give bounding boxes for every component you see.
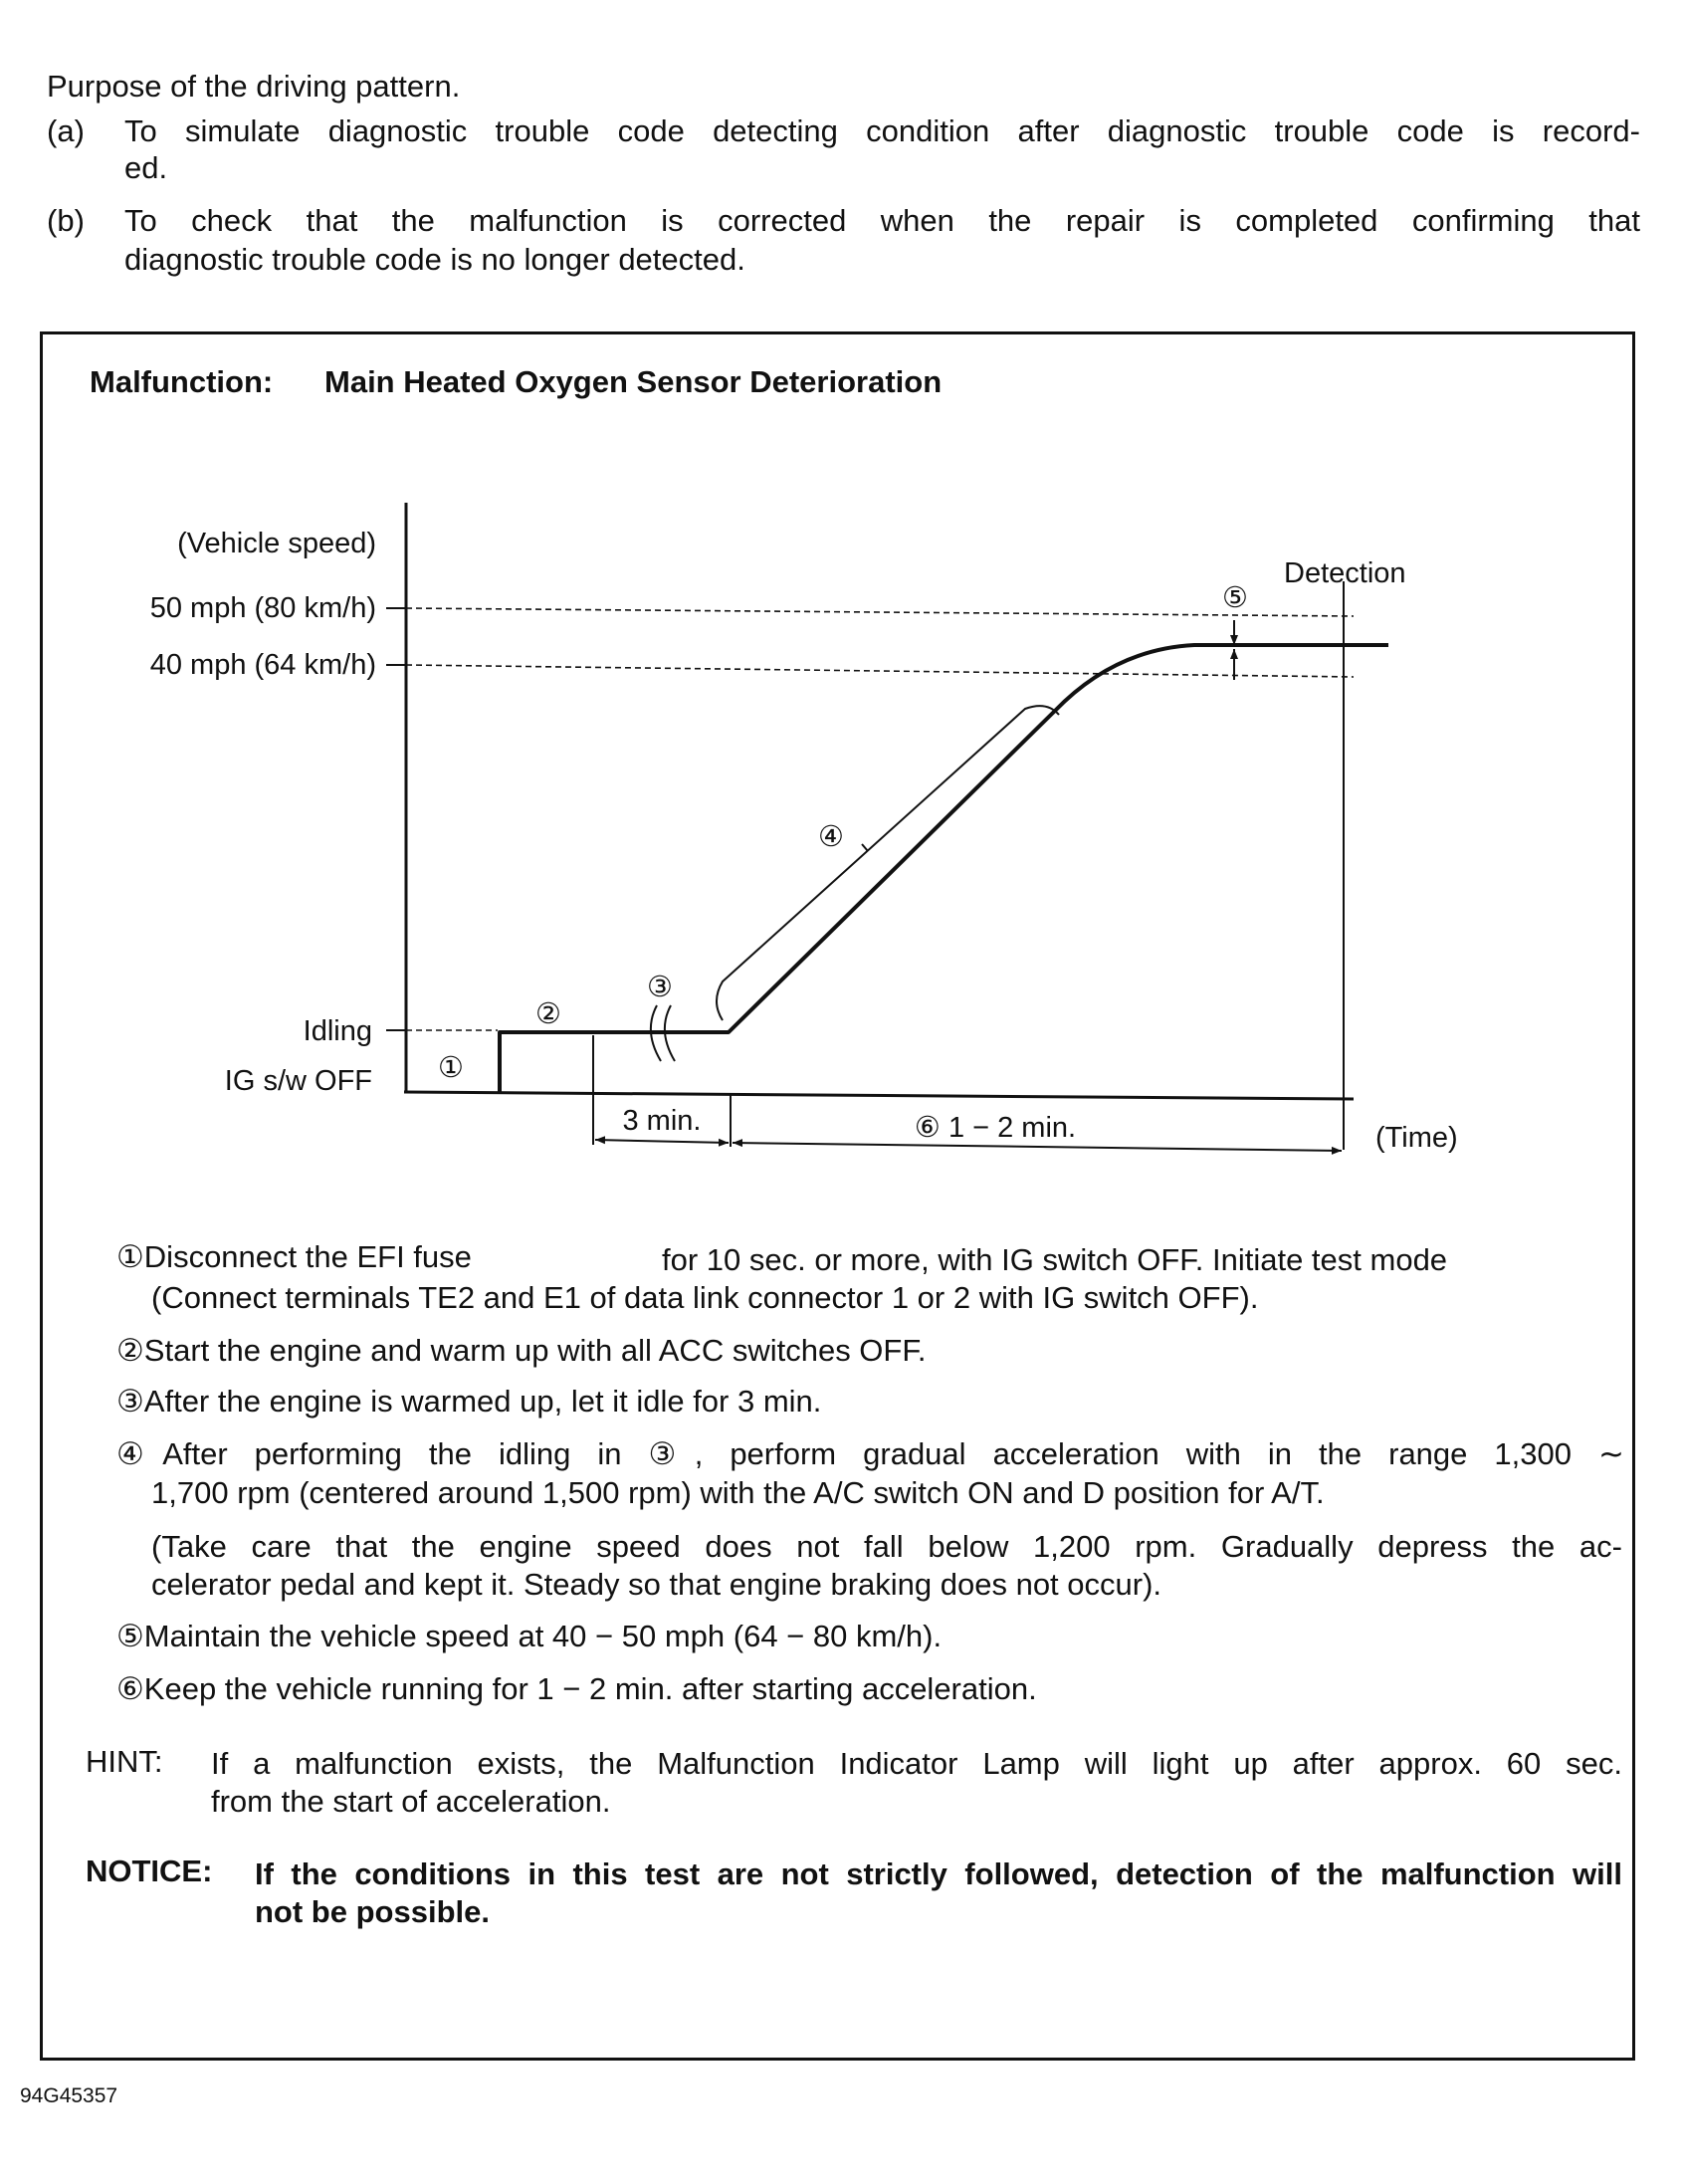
step4-bracket <box>717 706 1059 1020</box>
step1-text-b: for 10 sec. or more, with IG switch OFF. Initiate test mode <box>662 1242 1448 1277</box>
purpose-a-line1: To simulate diagnostic trouble code detecting condition after diagnostic trouble code is record- <box>124 113 1640 148</box>
dim-arrow-3min <box>595 1140 729 1143</box>
purpose-a-line2: ed. <box>124 150 168 185</box>
malfunction-label: Malfunction: <box>90 364 274 399</box>
purpose-heading: Purpose of the driving pattern. <box>47 69 461 104</box>
detection-label: Detection <box>1284 557 1406 589</box>
hint-line2: from the start of acceleration. <box>211 1784 611 1819</box>
x-axis <box>404 1092 1354 1099</box>
step4-leader <box>862 844 868 851</box>
purpose-b-marker: (b) <box>47 203 85 238</box>
notice-label: NOTICE: <box>86 1854 213 1888</box>
dim-label-3min: 3 min. <box>622 1105 702 1137</box>
hint-line1: If a malfunction exists, the Malfunction Indicator Lamp will light up after approx. 60 sec. <box>211 1746 1622 1781</box>
y-axis-title: (Vehicle speed) <box>177 528 376 559</box>
notice-line1: If the conditions in this test are not strictly followed, detection of the malfunction will <box>255 1856 1622 1891</box>
step1-marker: ① <box>438 1052 464 1084</box>
step2-marker: ② <box>535 998 561 1030</box>
y-label-40mph: 40 mph (64 km/h) <box>149 649 376 681</box>
purpose-b-line2: diagnostic trouble code is no longer detected. <box>124 242 745 277</box>
x-axis-title: (Time) <box>1375 1122 1458 1154</box>
purpose-a-marker: (a) <box>47 113 85 148</box>
step4-marker: ④ <box>818 821 844 853</box>
y-label-50mph: 50 mph (80 km/h) <box>149 592 376 624</box>
figure-id: 94G45357 <box>20 2084 118 2107</box>
step2-text: ②Start the engine and warm up with all ACC switches OFF. <box>116 1333 927 1368</box>
step6-text: ⑥Keep the vehicle running for 1 − 2 min. after starting acceleration. <box>116 1671 1037 1706</box>
dim-arrow-1-2min <box>733 1143 1342 1151</box>
step4-note-line1: (Take care that the engine speed does not fall below 1,200 rpm. Gradually depress the ac- <box>151 1529 1622 1564</box>
step1-text-a: ①Disconnect the EFI fuse <box>116 1239 472 1274</box>
step3-marker: ③ <box>647 972 673 1003</box>
step5-marker: ⑤ <box>1222 582 1248 614</box>
y-label-ig-off: IG s/w OFF <box>224 1065 372 1097</box>
speed-curve <box>500 645 1388 1092</box>
ref-line-50mph <box>406 608 1354 616</box>
malfunction-title: Main Heated Oxygen Sensor Deterioration <box>324 364 943 399</box>
step4-text-line1: ④After performing the idling in ③, perform gradual acceleration with in the range 1,300 ∼ <box>116 1436 1624 1471</box>
notice-line2: not be possible. <box>255 1894 490 1929</box>
step3-text: ③After the engine is warmed up, let it idle for 3 min. <box>116 1384 822 1419</box>
step5-text: ⑤Maintain the vehicle speed at 40 − 50 mph (64 − 80 km/h). <box>116 1619 943 1653</box>
ref-line-40mph <box>406 665 1354 677</box>
hint-label: HINT: <box>86 1744 163 1779</box>
step1-text-line2: (Connect terminals TE2 and E1 of data link connector 1 or 2 with IG switch OFF). <box>151 1280 1259 1315</box>
step4-text-line2: 1,700 rpm (centered around 1,500 rpm) with the A/C switch ON and D position for A/T. <box>151 1475 1325 1510</box>
purpose-b-line1: To check that the malfunction is corrected when the repair is completed confirming that <box>124 203 1640 238</box>
y-label-idling: Idling <box>303 1015 372 1047</box>
step4-note-line2: celerator pedal and kept it. Steady so that engine braking does not occur). <box>151 1567 1162 1602</box>
dim-label-1-2min: ⑥ 1 − 2 min. <box>914 1112 1077 1144</box>
